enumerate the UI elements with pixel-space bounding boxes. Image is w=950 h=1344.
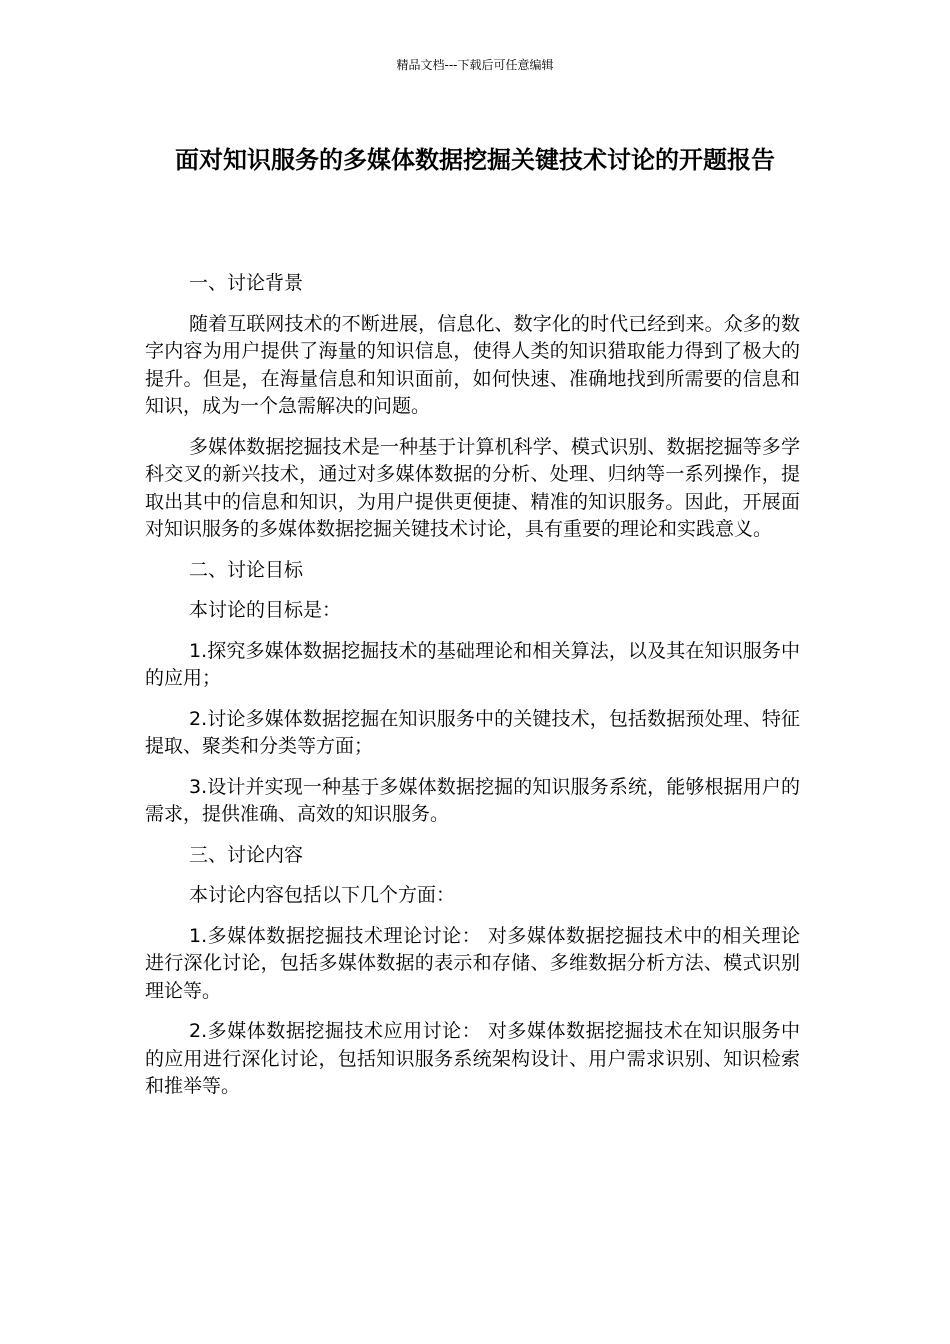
content-item-2: 2.多媒体数据挖掘技术应用讨论： 对多媒体数据挖掘技术在知识服务中的应用进行深化讨论，包括知识服务系统架构设计、用户需求识别、知识检索和推举等。 [145,1020,800,1097]
document-body [145,270,800,1114]
goals-intro: 本讨论的目标是： [189,599,342,621]
content-intro: 本讨论内容包括以下几个方面： [189,884,456,906]
content-item-1: 1.多媒体数据挖掘技术理论讨论： 对多媒体数据挖掘技术中的相关理论进行深化讨论，包括多媒体数据的表示和存储、多维数据分析方法、模式识别理论等。 [145,924,800,1002]
document-title: 面对知识服务的多媒体数据挖掘关键技术讨论的开题报告 [175,146,775,174]
background-paragraph-2: 多媒体数据挖掘技术是一种基于计算机科学、模式识别、数据挖掘等多学科交叉的新兴技术，通过对多媒体数据的分析、处理、归纳等一系列操作，提取出其中的信息和知识，为用户提供更便捷、精准的知识服务。因此，开展面对知识服务的多媒体数据挖掘关键技术讨论，具有重要的理论和实践意义。 [145,435,800,540]
background-paragraph-1: 随着互联网技术的不断进展，信息化、数字化的时代已经到来。众多的数字内容为用户提供了海量的知识信息，使得人类的知识猎取能力得到了极大的提升。但是，在海量信息和知识面前，如何快速、准确地找到所需要的信息和知识，成为一个急需解决的问题。 [145,312,800,417]
section-heading-goals: 二、讨论目标 [189,558,304,581]
goal-item-1: 1.探究多媒体数据挖掘技术的基础理论和相关算法，以及其在知识服务中的应用； [145,639,800,689]
section-heading-content: 三、讨论内容 [189,843,304,866]
section-heading-background: 一、讨论背景 [189,272,304,294]
page-header: 精品文档---下载后可任意编辑 [396,58,554,72]
goal-item-3: 3.设计并实现一种基于多媒体数据挖掘的知识服务系统，能够根据用户的需求，提供准确、高效的知识服务。 [145,775,800,825]
goal-item-2: 2.讨论多媒体数据挖掘在知识服务中的关键技术，包括数据预处理、特征提取、聚类和分类等方面； [145,707,800,757]
